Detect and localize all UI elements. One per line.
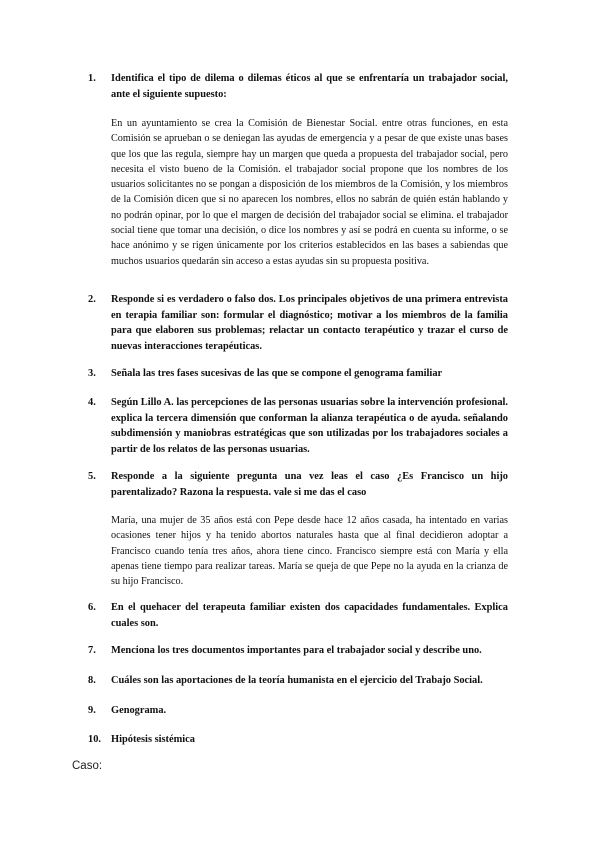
case-paragraph-dilemma: En un ayuntamiento se crea la Comisión de Bienestar Social. entre otras funciones, en esta Comisión se aprueban o se deniegan las ayudas de emergencia y a pesar de que existe unas bases que los que las regula, siempre hay un margen que queda a propuesta del trabajador social, pero necesita el visto bueno de la Comisión. el trabajador social propone que los nombres de los usuarios solicitantes no se pongan a disposición de los miembros de la Comisión, y los miembros de la Comisión dicen que si no aparecen los nombres, ellos no sabrán de quién están hablando y no podrán opinar, por lo que el margen de decisión del trabajador social se elimina. el trabajador social tiene que tomar una decisión, o dice los nombres y así se podrá en cuenta su informe, o se hace anónimo y se rigen únicamente por los criterios establecidos en las bases a sabiendas que muchos usuarios quedarán sin acceso a estas ayudas sin su propuesta positiva. — [111, 118, 508, 267]
question-text: Según Lillo A. las percepciones de las personas usuarias sobre la intervención profesional. explica la tercera dimensión que conforman la alianza terapéutica o de ayuda. señalando subdimensión y maniobras estratégicas que son utilizadas por los trabajadores sociales a partir de los relatos de las personas usuarias. — [111, 397, 508, 455]
question-1 — [88, 71, 508, 102]
question-text: Identifica el tipo de dilema o dilemas éticos al que se enfrentaría un trabajador social, ante el siguiente supuesto: — [111, 73, 508, 100]
question-4 — [88, 395, 508, 457]
question-7 — [88, 643, 508, 659]
case-paragraph-francisco: María, una mujer de 35 años está con Pepe desde hace 12 años casada, ha intentado en varias ocasiones tener hijos y ha tenido abortos naturales hasta que al final decidieron adoptar a Francisco cuando tenía tres años, ahora tiene cinco. Francisco siempre está con María y ella apenas tiene tiempo para realizar tareas. María se queja de que Pepe no la ayuda en la crianza de su hijo Francisco. — [111, 515, 508, 588]
question-text: Responde a la siguiente pregunta una vez leas el caso ¿Es Francisco un hijo parentalizado? Razona la respuesta. vale si me das el caso — [111, 471, 508, 498]
question-number: 7. — [88, 645, 96, 656]
question-5 — [88, 469, 508, 500]
question-text: Genograma. — [111, 705, 167, 716]
question-number: 10. — [88, 734, 101, 745]
question-8 — [88, 673, 508, 689]
question-2 — [88, 292, 508, 354]
caso-label: Caso: — [72, 760, 103, 772]
question-text: Menciona los tres documentos importantes para el trabajador social y describe uno. — [111, 645, 482, 656]
question-number: 4. — [88, 397, 96, 408]
question-text: Señala las tres fases sucesivas de las que se compone el genograma familiar — [111, 368, 443, 379]
question-6 — [88, 600, 508, 631]
question-9 — [88, 703, 508, 719]
question-text: Hipótesis sistémica — [111, 734, 195, 745]
question-3 — [88, 366, 508, 382]
question-text: En el quehacer del terapeuta familiar existen dos capacidades fundamentales. Explica cuales son. — [111, 602, 508, 629]
question-number: 1. — [88, 73, 96, 84]
question-number: 6. — [88, 602, 96, 613]
question-text: Responde si es verdadero o falso dos. Los principales objetivos de una primera entrevista en terapia familiar son: formular el diagnóstico; motivar a los miembros de la familia para que elaboren sus problemas; relactar un contacto terapéutico y trazar el curso de nuevas interacciones terapéuticas. — [111, 294, 508, 352]
question-number: 5. — [88, 471, 96, 482]
question-number: 2. — [88, 294, 96, 305]
question-number: 9. — [88, 705, 96, 716]
question-10 — [88, 732, 508, 748]
question-number: 3. — [88, 368, 96, 379]
question-text: Cuáles son las aportaciones de la teoría humanista en el ejercicio del Trabajo Social. — [111, 675, 483, 686]
question-number: 8. — [88, 675, 96, 686]
